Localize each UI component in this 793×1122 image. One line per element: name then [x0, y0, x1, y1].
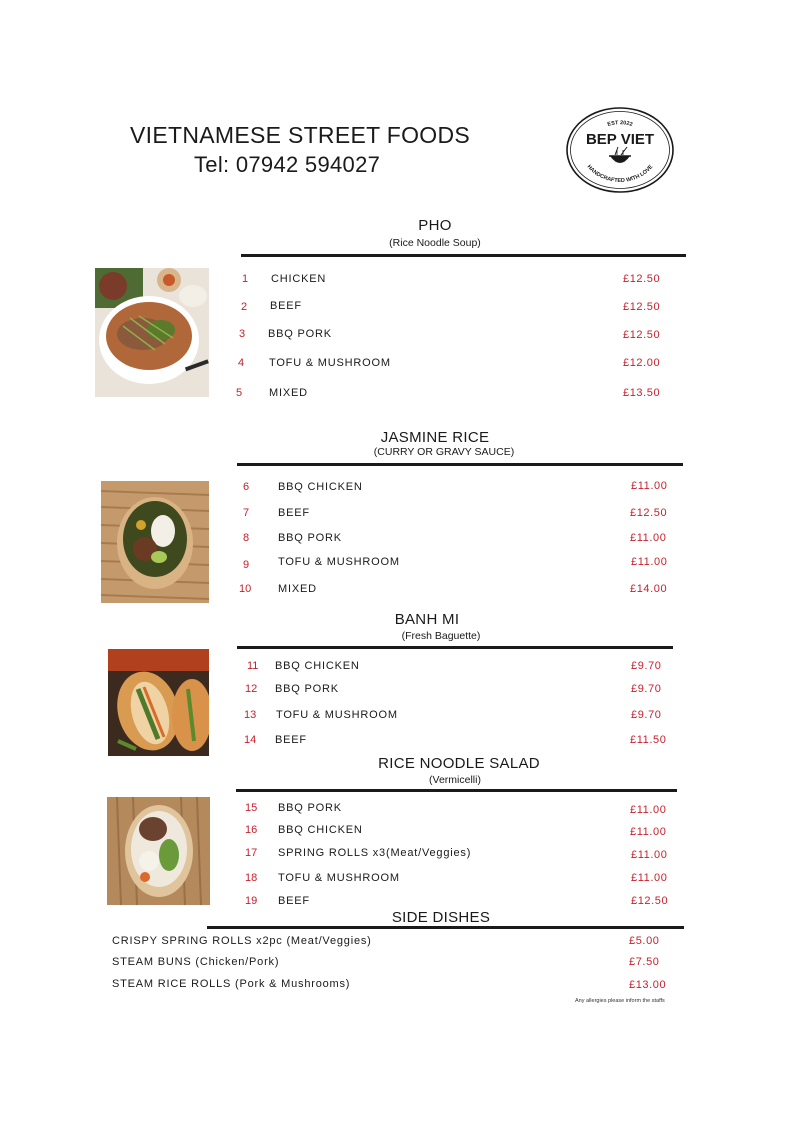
item-name: BEEF	[278, 895, 310, 907]
item-number: 9	[243, 559, 250, 571]
logo-bottom-text: HANDCRAFTED WITH LOVE	[585, 164, 655, 185]
section-title-jasmine-rice: JASMINE RICE	[380, 429, 490, 446]
bep-viet-logo	[565, 106, 675, 194]
item-number: 12	[245, 683, 258, 695]
item-number: 17	[245, 847, 258, 859]
item-name: BBQ PORK	[278, 802, 342, 814]
item-name: TOFU & MUSHROOM	[278, 872, 400, 884]
item-name: TOFU & MUSHROOM	[269, 357, 391, 369]
section-subtitle-rice-noodle-salad: (Vermicelli)	[429, 774, 481, 786]
logo-top-text: EST 2022	[606, 120, 634, 128]
item-name: BBQ PORK	[278, 532, 342, 544]
item-number: 11	[247, 660, 259, 672]
item-number: 14	[244, 734, 257, 746]
item-price: £11.00	[630, 532, 667, 544]
item-name: STEAM RICE ROLLS (Pork & Mushrooms)	[112, 978, 351, 990]
item-number: 6	[243, 481, 250, 493]
item-number: 5	[236, 387, 243, 399]
menu-title: VIETNAMESE STREET FOODS	[130, 122, 471, 148]
item-price: £5.00	[629, 935, 660, 947]
item-number: 18	[245, 872, 258, 884]
item-price: £11.00	[631, 556, 668, 568]
item-name: BBQ CHICKEN	[275, 660, 360, 672]
item-name: CHICKEN	[271, 273, 327, 285]
item-price: £14.00	[630, 583, 668, 595]
item-name: BEEF	[275, 734, 307, 746]
noodle-salad-photo	[107, 797, 210, 905]
item-price: £12.50	[630, 507, 668, 519]
pho-bowl-photo	[95, 268, 209, 397]
section-subtitle-pho: (Rice Noodle Soup)	[389, 237, 481, 249]
item-number: 13	[244, 709, 257, 721]
item-name: BBQ CHICKEN	[278, 481, 363, 493]
svg-text:EST 2022	[607, 120, 633, 128]
rice-box-photo	[101, 481, 209, 603]
logo-name: BEP VIET	[585, 131, 655, 148]
item-price: £13.50	[623, 387, 661, 399]
item-number: 8	[243, 532, 250, 544]
item-name: BEEF	[270, 300, 302, 312]
item-name: SPRING ROLLS x3(Meat/Veggies)	[278, 847, 472, 859]
svg-text:HANDCRAFTED WITH LOVE	[586, 164, 655, 184]
item-number: 1	[242, 273, 249, 285]
section-divider	[241, 254, 686, 257]
item-price: £11.00	[631, 849, 668, 861]
noodle-bowl-icon	[609, 147, 631, 163]
section-subtitle-banh-mi: (Fresh Baguette)	[401, 630, 481, 642]
item-price: £11.00	[631, 480, 668, 492]
section-divider	[207, 926, 684, 929]
banh-mi-photo	[108, 649, 209, 756]
item-number: 10	[239, 583, 252, 595]
item-price: £11.00	[630, 804, 667, 816]
item-name: MIXED	[269, 387, 308, 399]
section-divider	[237, 646, 673, 649]
section-title-banh-mi: BANH MI	[394, 611, 460, 628]
section-divider	[237, 463, 683, 466]
item-price: £12.50	[623, 329, 661, 341]
item-number: 3	[239, 328, 246, 340]
item-number: 2	[241, 301, 248, 313]
item-name: BBQ PORK	[275, 683, 339, 695]
item-price: £11.50	[630, 734, 667, 746]
item-price: £9.70	[631, 709, 662, 721]
item-name: TOFU & MUSHROOM	[276, 709, 398, 721]
item-price: £12.50	[631, 895, 669, 907]
section-subtitle-jasmine-rice: (CURRY OR GRAVY SAUCE)	[373, 446, 515, 458]
item-price: £12.50	[623, 273, 661, 285]
item-price: £13.00	[629, 979, 667, 991]
section-title-side-dishes: SIDE DISHES	[391, 909, 491, 926]
item-name: CRISPY SPRING ROLLS x2pc (Meat/Veggies)	[112, 935, 372, 947]
item-number: 4	[238, 357, 245, 369]
item-price: £11.00	[630, 826, 667, 838]
item-name: BEEF	[278, 507, 310, 519]
item-name: STEAM BUNS (Chicken/Pork)	[112, 956, 280, 968]
item-name: BBQ PORK	[268, 328, 332, 340]
item-price: £7.50	[629, 956, 660, 968]
item-name: BBQ CHICKEN	[278, 824, 363, 836]
item-number: 15	[245, 802, 258, 814]
item-price: £12.50	[623, 301, 661, 313]
item-price: £9.70	[631, 660, 662, 672]
item-name: TOFU & MUSHROOM	[278, 556, 400, 568]
allergy-note: Any allergies please inform the staffs	[575, 998, 665, 1004]
item-number: 7	[243, 507, 250, 519]
item-price: £12.00	[623, 357, 661, 369]
section-divider	[236, 789, 677, 792]
item-number: 16	[245, 824, 258, 836]
section-title-pho: PHO	[418, 217, 452, 234]
item-price: £11.00	[631, 872, 668, 884]
section-title-rice-noodle-salad: RICE NOODLE SALAD	[378, 755, 540, 772]
phone-number: Tel: 07942 594027	[194, 152, 381, 177]
item-name: MIXED	[278, 583, 317, 595]
item-number: 19	[245, 895, 258, 907]
item-price: £9.70	[631, 683, 662, 695]
